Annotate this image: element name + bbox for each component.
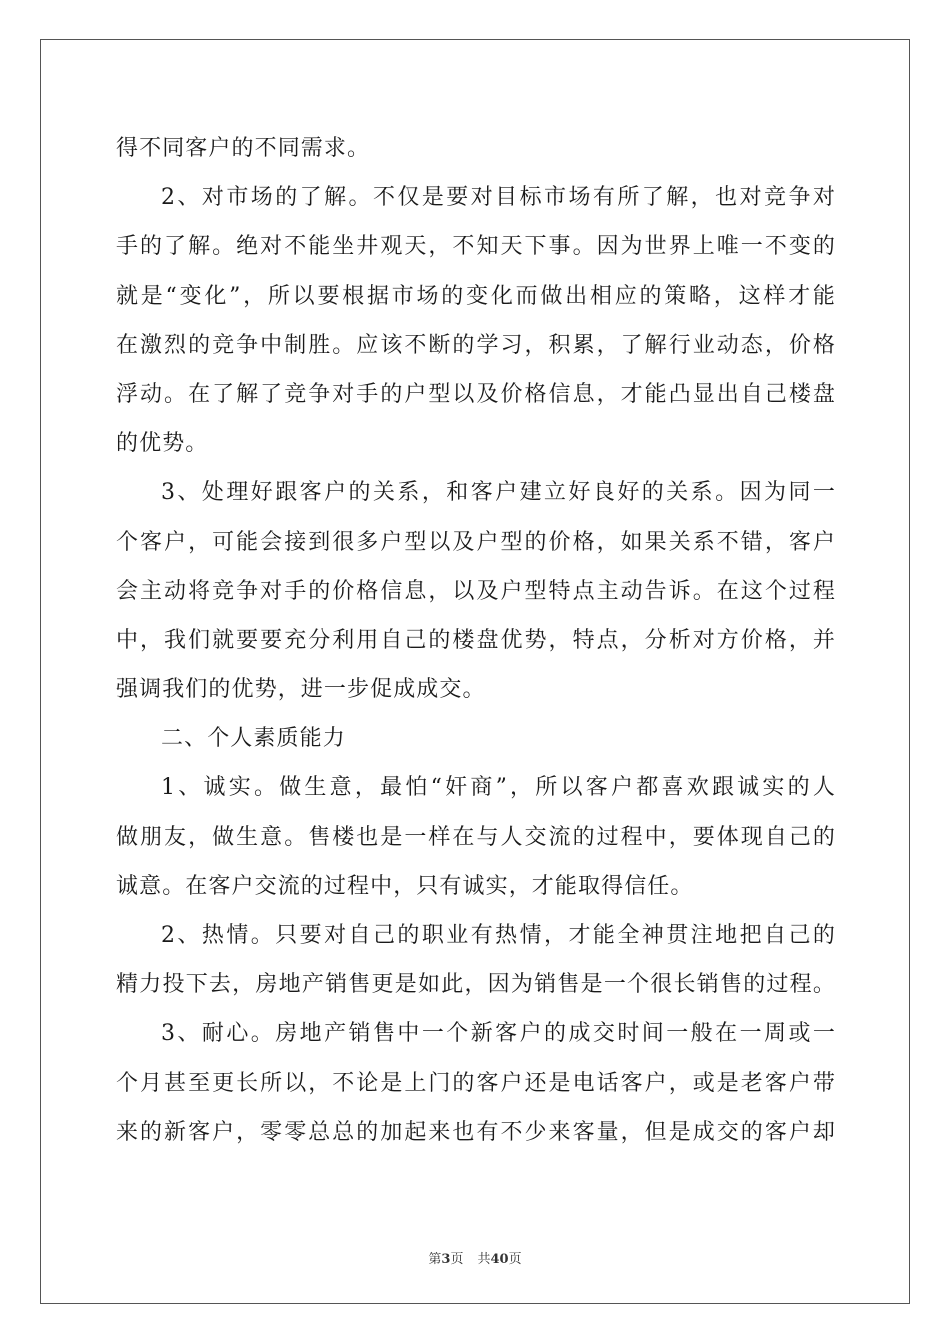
text-line: 得不同客户的不同需求。 — [116, 136, 371, 161]
text-line: 来的新客户，零零总总的加起来也有不少来客量，但是成交的客户却 — [116, 1119, 836, 1145]
text-line: 做朋友，做生意。售楼也是一样在与人交流的过程中，要体现自己的 — [116, 824, 836, 850]
text-line: 个月甚至更长所以，不论是上门的客户还是电话客户，或是老客户带 — [116, 1070, 836, 1096]
text-line: 浮动。在了解了竞争对手的户型以及价格信息，才能凸显出自己楼盘 — [116, 381, 836, 407]
text-line: 2、对市场的了解。不仅是要对目标市场有所了解，也对竞争对 — [161, 185, 836, 211]
footer-total-suffix: 页 — [508, 1252, 522, 1267]
text-line: 手的了解。绝对不能坐井观天，不知天下事。因为世界上唯一不变的 — [116, 234, 836, 260]
document-body — [116, 124, 836, 1157]
text-line: 会主动将竞争对手的价格信息，以及户型特点主动告诉。在这个过程 — [116, 578, 836, 604]
footer-page-suffix: 页 — [450, 1252, 464, 1267]
text-line: 3、耐心。房地产销售中一个新客户的成交时间一般在一周或一 — [161, 1021, 836, 1047]
text-line: 二、个人素质能力 — [161, 726, 346, 752]
footer-total-pages: 40 — [490, 1252, 509, 1267]
text-line: 在激烈的竞争中制胜。应该不断的学习，积累，了解行业动态，价格 — [116, 332, 836, 358]
text-line: 的优势。 — [116, 431, 209, 457]
footer-page-number: 3 — [441, 1252, 451, 1267]
footer-page-prefix: 第 — [428, 1252, 442, 1267]
text-line: 精力投下去，房地产销售更是如此，因为销售是一个很长销售的过程。 — [116, 972, 836, 998]
text-line: 3、处理好跟客户的关系，和客户建立好良好的关系。因为同一 — [161, 480, 836, 506]
footer-total-prefix: 共 — [477, 1252, 491, 1267]
text-line: 强调我们的优势，进一步促成成交。 — [116, 677, 486, 703]
text-line: 2、热情。只要对自己的职业有热情，才能全神贯注地把自己的 — [161, 923, 836, 948]
text-line: 个客户，可能会接到很多户型以及户型的价格，如果关系不错，客户 — [116, 529, 836, 555]
text-line: 诚意。在客户交流的过程中，只有诚实，才能取得信任。 — [116, 873, 694, 899]
text-line: 1、诚实。做生意，最怕“奸商”，所以客户都喜欢跟诚实的人 — [161, 775, 836, 801]
page-footer — [0, 1248, 950, 1267]
text-line: 就是“变化”，所以要根据市场的变化而做出相应的策略，这样才能 — [116, 283, 836, 309]
text-line: 中，我们就要要充分利用自己的楼盘优势，特点，分析对方价格，并 — [116, 627, 836, 653]
